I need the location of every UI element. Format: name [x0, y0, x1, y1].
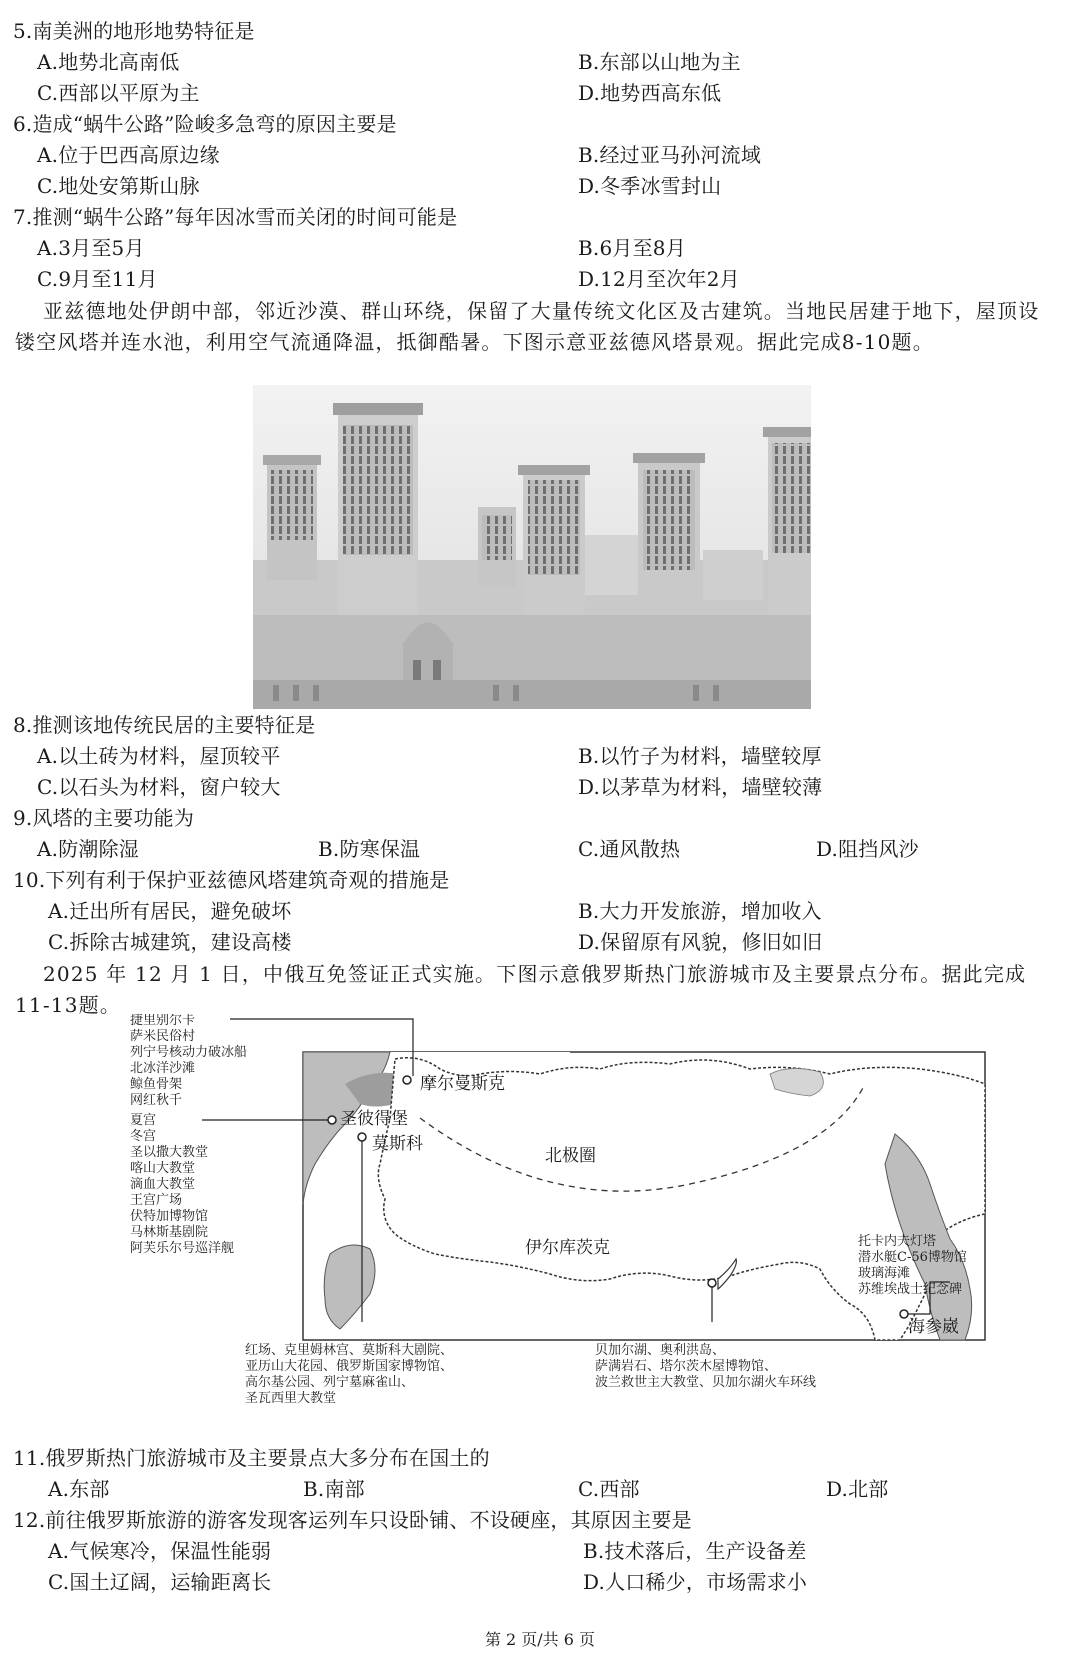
question-8-option-b: B.以竹子为材料，墙壁较厚: [578, 744, 822, 768]
question-9-option-b: B.防寒保温: [318, 837, 421, 861]
label-moscow: 莫斯科: [372, 1134, 423, 1154]
question-6-stem: 6.造成“蜗牛公路”险峻多急弯的原因主要是: [13, 112, 397, 136]
question-8-option-a: A.以土砖为材料，屋顶较平: [37, 744, 281, 768]
question-9-stem: 9.风塔的主要功能为: [13, 806, 195, 830]
question-9-option-d: D.阻挡风沙: [816, 837, 919, 861]
vladivostok-site: 玻璃海滩: [858, 1266, 911, 1281]
question-10-option-d: D.保留原有风貌，修旧如旧: [578, 930, 823, 954]
vladivostok-marker: [900, 1310, 908, 1318]
question-10-option-b: B.大力开发旅游，增加收入: [578, 899, 822, 923]
irkutsk-site: 萨满岩石、塔尔茨木屋博物馆、: [595, 1359, 778, 1374]
irkutsk-sites: [595, 1342, 816, 1390]
murmansk-site: 列宁号核动力破冰船: [130, 1045, 248, 1060]
label-arctic-circle: 北极圈: [545, 1146, 596, 1166]
question-6-option-a: A.位于巴西高原边缘: [37, 143, 220, 167]
vladivostok-site: 苏维埃战士纪念碑: [858, 1282, 963, 1297]
murmansk-site: 萨米民俗村: [130, 1029, 196, 1044]
question-5-option-b: B.东部以山地为主: [578, 50, 741, 74]
stpetersburg-site: 夏宫: [130, 1113, 157, 1128]
question-11-option-d: D.北部: [826, 1477, 889, 1501]
question-12-option-b: B.技术落后，生产设备差: [583, 1539, 807, 1563]
question-8-option-c: C.以石头为材料，窗户较大: [37, 775, 281, 799]
stpetersburg-site: 阿芙乐尔号巡洋舰: [130, 1241, 235, 1256]
page-number: 第 2 页/共 6 页: [484, 1630, 596, 1649]
label-irkutsk: 伊尔库茨克: [525, 1238, 610, 1258]
question-6-option-d: D.冬季冰雪封山: [578, 174, 722, 198]
vladivostok-site: 托卡内夫灯塔: [858, 1234, 937, 1249]
murmansk-site: 捷里别尔卡: [130, 1014, 196, 1028]
passage-russia: 2025 年 12 月 1 日，中俄互免签证正式实施。下图示意俄罗斯热门旅游城市及主要景点分布。据此完成11-13题。: [15, 962, 1027, 1017]
label-murmansk: 摩尔曼斯克: [420, 1074, 505, 1094]
stpetersburg-sites: [130, 1113, 234, 1256]
question-12-stem: 12.前往俄罗斯旅游的游客发现客运列车只设卧铺、不设硬座，其原因主要是: [13, 1508, 692, 1532]
question-10-option-a: A.迁出所有居民，避免破坏: [48, 899, 292, 923]
question-8-stem: 8.推测该地传统民居的主要特征是: [13, 713, 316, 737]
irkutsk-site: 波兰救世主大教堂、贝加尔湖火车环线: [595, 1375, 817, 1390]
question-11-stem: 11.俄罗斯热门旅游城市及主要景点大多分布在国土的: [13, 1446, 490, 1470]
stpetersburg-site: 喀山大教堂: [130, 1161, 196, 1176]
moscow-site: 高尔基公园、列宁墓麻雀山、: [245, 1375, 415, 1390]
question-5-stem: 5.南美洲的地形地势特征是: [13, 19, 255, 43]
passage-yazd: 亚兹德地处伊朗中部，邻近沙漠、群山环绕，保留了大量传统文化区及古建筑。当地民居建于地下，屋顶设镂空风塔并连水池，利用空气流通降温，抵御酷暑。下图示意亚兹德风塔景观。据此完成8-10题。: [15, 299, 1040, 354]
question-11-option-c: C.西部: [578, 1477, 640, 1501]
question-12-option-c: C.国土辽阔，运输距离长: [48, 1570, 272, 1594]
label-vladivostok: 海参崴: [908, 1317, 959, 1337]
question-11-option-b: B.南部: [303, 1477, 365, 1501]
murmansk-sites: [130, 1014, 247, 1108]
moscow-site: 红场、克里姆林宫、莫斯科大剧院、: [245, 1343, 454, 1358]
vladivostok-site: 潜水艇C-56博物馆: [858, 1250, 967, 1265]
question-7-option-d: D.12月至次年2月: [578, 267, 740, 291]
question-5-option-d: D.地势西高东低: [578, 81, 722, 105]
stpetersburg-marker: [328, 1116, 336, 1124]
stpetersburg-site: 圣以撒大教堂: [130, 1145, 209, 1160]
label-stpetersburg: 圣彼得堡: [340, 1109, 408, 1129]
irkutsk-marker: [708, 1279, 716, 1287]
moscow-site: 亚历山大花园、俄罗斯国家博物馆、: [245, 1359, 454, 1374]
wind-tower-illustration: [253, 385, 811, 709]
murmansk-marker: [403, 1076, 411, 1084]
question-6-option-b: B.经过亚马孙河流域: [578, 143, 762, 167]
question-9-option-a: A.防潮除湿: [37, 837, 140, 861]
question-7-option-c: C.9月至11月: [37, 267, 158, 291]
murmansk-site: 北冰洋沙滩: [130, 1061, 196, 1076]
stpetersburg-site: 王宫广场: [130, 1193, 183, 1208]
question-5-option-c: C.西部以平原为主: [37, 81, 200, 105]
stpetersburg-site: 伏特加博物馆: [130, 1209, 209, 1224]
russia-tourism-map: [130, 1014, 1010, 1436]
question-7-stem: 7.推测“蜗牛公路”每年因冰雪而关闭的时间可能是: [13, 205, 458, 229]
murmansk-site: 网红秋千: [130, 1093, 183, 1108]
question-7-option-b: B.6月至8月: [578, 236, 686, 260]
murmansk-site: 鲸鱼骨架: [130, 1077, 183, 1092]
irkutsk-site: 贝加尔湖、奥利洪岛、: [595, 1343, 726, 1358]
question-11-option-a: A.东部: [48, 1477, 110, 1501]
question-6-option-c: C.地处安第斯山脉: [37, 174, 200, 198]
moscow-sites: [245, 1342, 453, 1406]
moscow-marker: [358, 1133, 366, 1141]
moscow-site: 圣瓦西里大教堂: [245, 1391, 337, 1406]
stpetersburg-site: 滴血大教堂: [130, 1177, 196, 1192]
question-9-option-c: C.通风散热: [578, 837, 681, 861]
question-10-option-c: C.拆除古城建筑，建设高楼: [48, 930, 292, 954]
question-10-stem: 10.下列有利于保护亚兹德风塔建筑奇观的措施是: [13, 868, 450, 892]
question-8-option-d: D.以茅草为材料，墙壁较薄: [578, 775, 823, 799]
stpetersburg-site: 冬宫: [130, 1129, 157, 1144]
russia-map-svg: [130, 1014, 1010, 1436]
question-12-option-a: A.气候寒冷，保温性能弱: [48, 1539, 272, 1563]
question-5-option-a: A.地势北高南低: [37, 50, 180, 74]
question-7-option-a: A.3月至5月: [37, 236, 145, 260]
stpetersburg-site: 马林斯基剧院: [130, 1225, 209, 1240]
question-12-option-d: D.人口稀少，市场需求小: [583, 1570, 808, 1594]
wind-tower-photo: [253, 385, 811, 709]
